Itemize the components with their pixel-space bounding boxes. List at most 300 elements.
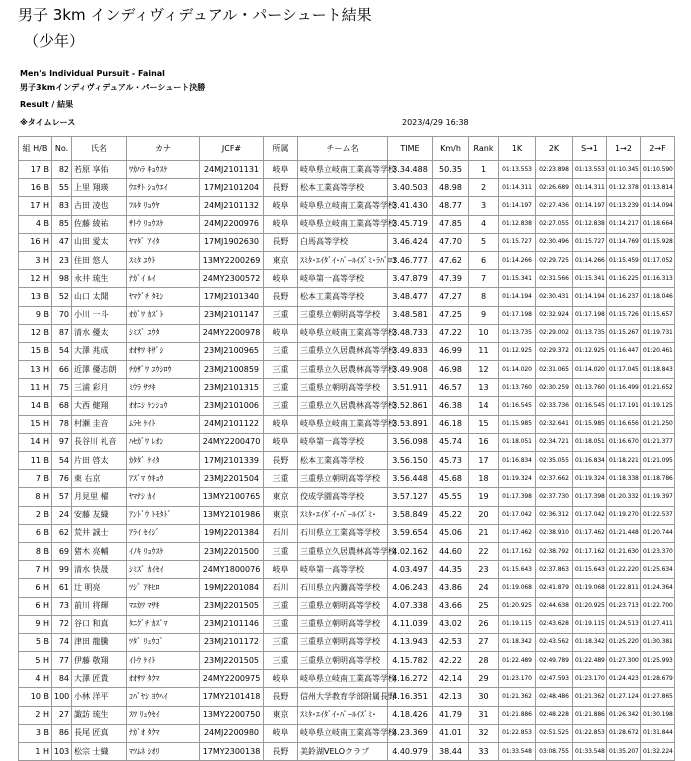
time-cell: 3.48.733	[388, 324, 433, 342]
lap-2f-cell: 01:27.411	[641, 615, 675, 633]
split-1k-cell: 01:15.643	[499, 561, 536, 579]
lap-s1-cell: 01:17.042	[573, 506, 607, 524]
team-cell: 松本工業高等学校	[298, 288, 388, 306]
table-row	[19, 542, 675, 560]
column-header-name: 氏名	[72, 137, 127, 161]
table-row	[19, 652, 675, 670]
lap-2f-cell: 01:14.094	[641, 197, 675, 215]
jcf-cell: 23MJ2201505	[200, 597, 264, 615]
lap-12-cell: 01:10.345	[607, 161, 641, 179]
lap-s1-cell: 01:17.462	[573, 524, 607, 542]
lap-2f-cell: 01:21.095	[641, 452, 675, 470]
split-2k-cell: 02:29.002	[536, 324, 573, 342]
header-row	[19, 137, 675, 161]
column-header-lap-12: 1→2	[607, 137, 641, 161]
affiliation-cell: 岐阜	[264, 415, 298, 433]
time-cell: 4.40.979	[388, 743, 433, 761]
lap-s1-cell: 01:14.194	[573, 288, 607, 306]
speed-cell: 46.99	[433, 342, 469, 360]
number-cell: 74	[52, 633, 72, 651]
split-1k-cell: 01:12.838	[499, 215, 536, 233]
jcf-cell: 13MY2200269	[200, 251, 264, 269]
affiliation-cell: 三重	[264, 633, 298, 651]
speed-cell: 42.22	[433, 652, 469, 670]
lap-2f-cell: 01:24.364	[641, 579, 675, 597]
name-cell: 谷口 和真	[72, 615, 127, 633]
affiliation-cell: 石川	[264, 579, 298, 597]
rank-cell: 3	[469, 197, 499, 215]
jcf-cell: 24MY1800076	[200, 561, 264, 579]
rank-cell: 2	[469, 179, 499, 197]
rank-cell: 32	[469, 724, 499, 742]
split-2k-cell: 02:29.725	[536, 251, 573, 269]
kana-cell: ﾀﾆｸﾞﾁ ｶｽﾞﾏ	[127, 615, 200, 633]
speed-cell: 45.06	[433, 524, 469, 542]
number-cell: 100	[52, 688, 72, 706]
lap-12-cell: 01:16.447	[607, 342, 641, 360]
rank-cell: 7	[469, 270, 499, 288]
jcf-cell: 24MJ2101122	[200, 415, 264, 433]
split-2k-cell: 02:43.562	[536, 633, 573, 651]
affiliation-cell: 岐阜	[264, 161, 298, 179]
rank-cell: 18	[469, 470, 499, 488]
split-1k-cell: 01:19.068	[499, 579, 536, 597]
time-cell: 3.59.654	[388, 524, 433, 542]
kana-cell: ﾂﾀﾞ ﾘｭｳｺﾞ	[127, 633, 200, 651]
lap-s1-cell: 01:17.198	[573, 306, 607, 324]
lap-s1-cell: 01:21.362	[573, 688, 607, 706]
speed-cell: 46.98	[433, 361, 469, 379]
name-cell: 安藤 友織	[72, 506, 127, 524]
split-2k-cell: 02:34.721	[536, 433, 573, 451]
name-cell: 住田 悠人	[72, 251, 127, 269]
kana-cell: ｵｵｻﾜ ﾀｸﾏ	[127, 670, 200, 688]
kana-cell: ｱﾝﾄﾞｳ ﾄﾓﾀﾄﾞ	[127, 506, 200, 524]
split-2k-cell: 02:49.789	[536, 652, 573, 670]
split-1k-cell: 01:13.553	[499, 161, 536, 179]
rank-cell: 25	[469, 597, 499, 615]
name-cell: 津田 龍騰	[72, 633, 127, 651]
split-1k-cell: 01:19.324	[499, 470, 536, 488]
kana-cell: ﾌﾙﾀ ﾘｮｳﾔ	[127, 197, 200, 215]
speed-cell: 45.74	[433, 433, 469, 451]
split-1k-cell: 01:19.115	[499, 615, 536, 633]
lap-12-cell: 01:18.221	[607, 452, 641, 470]
affiliation-cell: 長野	[264, 743, 298, 761]
lap-12-cell: 01:18.338	[607, 470, 641, 488]
split-1k-cell: 01:13.760	[499, 379, 536, 397]
rank-cell: 13	[469, 379, 499, 397]
column-header-split-2k: 2K	[536, 137, 573, 161]
table-row	[19, 251, 675, 269]
kana-cell: ｱﾗｲ ｾｲｼﾞ	[127, 524, 200, 542]
lap-12-cell: 01:19.270	[607, 506, 641, 524]
time-cell: 3.47.879	[388, 270, 433, 288]
heat-cell: 1 H	[19, 743, 52, 761]
time-cell: 3.57.127	[388, 488, 433, 506]
lap-s1-cell: 01:19.068	[573, 579, 607, 597]
lap-12-cell: 01:14.217	[607, 215, 641, 233]
lap-s1-cell: 01:15.727	[573, 233, 607, 251]
split-2k-cell: 02:44.638	[536, 597, 573, 615]
rank-cell: 22	[469, 542, 499, 560]
table-row	[19, 197, 675, 215]
affiliation-cell: 東京	[264, 488, 298, 506]
name-cell: 片田 啓太	[72, 452, 127, 470]
affiliation-cell: 三重	[264, 615, 298, 633]
name-cell: 月見里 櫂	[72, 488, 127, 506]
lap-2f-cell: 01:30.198	[641, 706, 675, 724]
lap-12-cell: 01:16.670	[607, 433, 641, 451]
heat-cell: 4 H	[19, 670, 52, 688]
speed-cell: 47.39	[433, 270, 469, 288]
lap-s1-cell: 01:13.760	[573, 379, 607, 397]
speed-cell: 43.86	[433, 579, 469, 597]
split-2k-cell: 02:41.879	[536, 579, 573, 597]
affiliation-cell: 岐阜	[264, 433, 298, 451]
speed-cell: 47.85	[433, 215, 469, 233]
split-1k-cell: 01:17.162	[499, 542, 536, 560]
kana-cell: ﾅｶﾞｵ ﾀｸﾏ	[127, 724, 200, 742]
time-cell: 3.40.503	[388, 179, 433, 197]
column-header-kana: カナ	[127, 137, 200, 161]
lap-2f-cell: 01:19.397	[641, 488, 675, 506]
speed-cell: 41.01	[433, 724, 469, 742]
lap-s1-cell: 01:15.643	[573, 561, 607, 579]
name-cell: 長尾 匠真	[72, 724, 127, 742]
kana-cell: ｳｴｻﾄ ｼｮｳｴｲ	[127, 179, 200, 197]
speed-cell: 47.22	[433, 324, 469, 342]
lap-12-cell: 01:27.300	[607, 652, 641, 670]
name-cell: 永井 琉生	[72, 270, 127, 288]
rank-cell: 15	[469, 415, 499, 433]
rank-cell: 17	[469, 452, 499, 470]
table-row	[19, 452, 675, 470]
jcf-cell: 19MJ2201384	[200, 524, 264, 542]
rank-cell: 10	[469, 324, 499, 342]
affiliation-cell: 三重	[264, 342, 298, 360]
team-cell: 三重県立朝明高等学校	[298, 633, 388, 651]
split-2k-cell: 02:32.641	[536, 415, 573, 433]
table-row	[19, 615, 675, 633]
kana-cell: ｱｽﾞﾏ ｳｷｮｳ	[127, 470, 200, 488]
kana-cell: ｲﾄｳ ｹｲﾄ	[127, 652, 200, 670]
time-cell: 4.03.497	[388, 561, 433, 579]
lap-s1-cell: 01:19.115	[573, 615, 607, 633]
lap-12-cell: 01:24.423	[607, 670, 641, 688]
lap-s1-cell: 01:13.735	[573, 324, 607, 342]
split-1k-cell: 01:21.362	[499, 688, 536, 706]
jcf-cell: 23MJ2201500	[200, 542, 264, 560]
speed-cell: 41.79	[433, 706, 469, 724]
number-cell: 103	[52, 743, 72, 761]
split-2k-cell: 02:31.566	[536, 270, 573, 288]
split-1k-cell: 01:17.398	[499, 488, 536, 506]
team-cell: 佼成学園高等学校	[298, 488, 388, 506]
heat-cell: 11 B	[19, 452, 52, 470]
number-cell: 82	[52, 161, 72, 179]
kana-cell: ｲﾉｷ ﾘｮｳｽｹ	[127, 542, 200, 560]
split-2k-cell: 02:48.228	[536, 706, 573, 724]
lap-s1-cell: 01:16.545	[573, 397, 607, 415]
heat-cell: 14 H	[19, 433, 52, 451]
lap-s1-cell: 01:14.020	[573, 361, 607, 379]
column-header-speed: Km/h	[433, 137, 469, 161]
lap-2f-cell: 01:15.928	[641, 233, 675, 251]
kana-cell: ｽﾜ ﾘｭｳｾｲ	[127, 706, 200, 724]
split-1k-cell: 01:20.925	[499, 597, 536, 615]
table-row	[19, 415, 675, 433]
affiliation-cell: 東京	[264, 506, 298, 524]
name-cell: 小川 一斗	[72, 306, 127, 324]
speed-cell: 43.02	[433, 615, 469, 633]
rank-cell: 8	[469, 288, 499, 306]
heat-cell: 6 B	[19, 524, 52, 542]
team-cell: 岐阜県立岐南工業高等学校	[298, 197, 388, 215]
split-2k-cell: 02:37.662	[536, 470, 573, 488]
kana-cell: ﾜｶﾊﾗ ｷｮｳｽｹ	[127, 161, 200, 179]
lap-2f-cell: 01:23.370	[641, 542, 675, 560]
column-header-number: No.	[52, 137, 72, 161]
number-cell: 68	[52, 397, 72, 415]
lap-s1-cell: 01:33.548	[573, 743, 607, 761]
number-cell: 76	[52, 470, 72, 488]
kana-cell: ﾔﾏﾅｼ ｶｲ	[127, 488, 200, 506]
jcf-cell: 17MY2101418	[200, 688, 264, 706]
split-2k-cell: 02:43.628	[536, 615, 573, 633]
time-cell: 3.56.448	[388, 470, 433, 488]
number-cell: 70	[52, 306, 72, 324]
heat-cell: 5 H	[19, 652, 52, 670]
split-1k-cell: 01:16.834	[499, 452, 536, 470]
lap-2f-cell: 01:20.744	[641, 524, 675, 542]
rank-cell: 26	[469, 615, 499, 633]
table-row	[19, 433, 675, 451]
heat-cell: 3 B	[19, 724, 52, 742]
table-row	[19, 524, 675, 542]
lap-12-cell: 01:15.267	[607, 324, 641, 342]
time-cell: 4.16.351	[388, 688, 433, 706]
affiliation-cell: 岐阜	[264, 197, 298, 215]
jcf-cell: 24MJ2200976	[200, 215, 264, 233]
split-2k-cell: 02:37.730	[536, 488, 573, 506]
lap-2f-cell: 01:30.381	[641, 633, 675, 651]
heat-cell: 11 H	[19, 379, 52, 397]
split-1k-cell: 01:18.051	[499, 433, 536, 451]
name-cell: 荒井 誠士	[72, 524, 127, 542]
team-cell: 三重県立朝明高等学校	[298, 306, 388, 324]
name-cell: 上里 翔瑛	[72, 179, 127, 197]
split-2k-cell: 02:30.259	[536, 379, 573, 397]
rank-cell: 9	[469, 306, 499, 324]
rank-cell: 23	[469, 561, 499, 579]
split-1k-cell: 01:15.727	[499, 233, 536, 251]
page-title: 男子 3km インディヴィデュアル・パーシュート結果	[18, 6, 372, 24]
name-cell: 大西 健翔	[72, 397, 127, 415]
speed-cell: 42.13	[433, 688, 469, 706]
kana-cell: ﾏﾂﾑﾈ ｼｵﾘ	[127, 743, 200, 761]
table-row	[19, 688, 675, 706]
lap-12-cell: 01:12.378	[607, 179, 641, 197]
jcf-cell: 23MJ2101172	[200, 633, 264, 651]
table-row	[19, 633, 675, 651]
split-2k-cell: 02:37.863	[536, 561, 573, 579]
split-2k-cell: 02:31.065	[536, 361, 573, 379]
affiliation-cell: 岐阜	[264, 270, 298, 288]
split-1k-cell: 01:15.341	[499, 270, 536, 288]
rank-cell: 12	[469, 361, 499, 379]
name-cell: 東 右京	[72, 470, 127, 488]
jcf-cell: 17MJ2101339	[200, 452, 264, 470]
team-cell: 岐阜県立岐南工業高等学校	[298, 161, 388, 179]
number-cell: 27	[52, 706, 72, 724]
lap-2f-cell: 01:17.052	[641, 251, 675, 269]
name-cell: 古田 凌也	[72, 197, 127, 215]
lap-s1-cell: 01:13.553	[573, 161, 607, 179]
team-cell: 岐阜第一高等学校	[298, 433, 388, 451]
rank-cell: 24	[469, 579, 499, 597]
split-2k-cell: 02:27.055	[536, 215, 573, 233]
split-2k-cell: 02:38.792	[536, 542, 573, 560]
time-cell: 4.13.943	[388, 633, 433, 651]
split-2k-cell: 03:08.755	[536, 743, 573, 761]
name-cell: 近澤 優志朗	[72, 361, 127, 379]
jcf-cell: 24MJ2101131	[200, 161, 264, 179]
team-cell: 三重県立朝明高等学校	[298, 379, 388, 397]
lap-s1-cell: 01:16.834	[573, 452, 607, 470]
affiliation-cell: 三重	[264, 379, 298, 397]
jcf-cell: 17MJ2101204	[200, 179, 264, 197]
jcf-cell: 24MY2300572	[200, 270, 264, 288]
affiliation-cell: 三重	[264, 652, 298, 670]
number-cell: 98	[52, 270, 72, 288]
number-cell: 23	[52, 251, 72, 269]
heat-cell: 2 H	[19, 706, 52, 724]
team-cell: 三重県立久居農林高等学校	[298, 342, 388, 360]
jcf-cell: 23MJ2201505	[200, 652, 264, 670]
split-1k-cell: 01:21.886	[499, 706, 536, 724]
lap-s1-cell: 01:17.162	[573, 542, 607, 560]
rank-cell: 19	[469, 488, 499, 506]
table-row	[19, 379, 675, 397]
table-row	[19, 506, 675, 524]
lap-12-cell: 01:27.124	[607, 688, 641, 706]
table-row	[19, 270, 675, 288]
number-cell: 75	[52, 379, 72, 397]
split-2k-cell: 02:23.898	[536, 161, 573, 179]
page-subtitle: （少年）	[24, 32, 85, 50]
number-cell: 77	[52, 652, 72, 670]
affiliation-cell: 岐阜	[264, 670, 298, 688]
speed-cell: 45.22	[433, 506, 469, 524]
split-1k-cell: 01:14.197	[499, 197, 536, 215]
kana-cell: ｺﾊﾞﾔｼ ﾖｳﾍｲ	[127, 688, 200, 706]
speed-cell: 45.68	[433, 470, 469, 488]
affiliation-cell: 三重	[264, 306, 298, 324]
name-cell: 伊藤 敬翔	[72, 652, 127, 670]
name-cell: 大澤 兆成	[72, 342, 127, 360]
rank-cell: 1	[469, 161, 499, 179]
team-cell: 信州大学教育学部附属長野	[298, 688, 388, 706]
column-header-time: TIME	[388, 137, 433, 161]
table-row	[19, 288, 675, 306]
table-row	[19, 324, 675, 342]
heat-cell: 17 H	[19, 197, 52, 215]
table-row	[19, 561, 675, 579]
lap-2f-cell: 01:19.731	[641, 324, 675, 342]
table-row	[19, 470, 675, 488]
lap-12-cell: 01:16.225	[607, 270, 641, 288]
time-cell: 3.48.581	[388, 306, 433, 324]
kana-cell: ﾑﾗｾ ｹｲﾄ	[127, 415, 200, 433]
team-cell: ｽﾐﾀ･ｴｲﾀﾞｲ･ﾊﾟｰﾙｲｽﾞﾐ･	[298, 506, 388, 524]
lap-12-cell: 01:16.499	[607, 379, 641, 397]
time-cell: 4.23.369	[388, 724, 433, 742]
lap-s1-cell: 01:14.311	[573, 179, 607, 197]
team-cell: 岐阜県立岐南工業高等学校	[298, 670, 388, 688]
rank-cell: 11	[469, 342, 499, 360]
lap-s1-cell: 01:14.197	[573, 197, 607, 215]
split-2k-cell: 02:36.312	[536, 506, 573, 524]
lap-12-cell: 01:16.237	[607, 288, 641, 306]
team-cell: 美鈴湖VELOクラブ	[298, 743, 388, 761]
name-cell: 若原 享佑	[72, 161, 127, 179]
column-header-lap-s1: S→1	[573, 137, 607, 161]
affiliation-cell: 東京	[264, 706, 298, 724]
name-cell: 松宗 士織	[72, 743, 127, 761]
kana-cell: ｵｶﾞﾜ ｶｽﾞﾄ	[127, 306, 200, 324]
table-row	[19, 179, 675, 197]
number-cell: 85	[52, 215, 72, 233]
name-cell: 山口 太聞	[72, 288, 127, 306]
speed-cell: 47.27	[433, 288, 469, 306]
lap-12-cell: 01:21.630	[607, 542, 641, 560]
heat-cell: 9 H	[19, 615, 52, 633]
rank-cell: 21	[469, 524, 499, 542]
heat-cell: 9 B	[19, 306, 52, 324]
team-cell: 松本工業高等学校	[298, 179, 388, 197]
number-cell: 54	[52, 452, 72, 470]
time-cell: 4.02.162	[388, 542, 433, 560]
jcf-cell: 17MY2300138	[200, 743, 264, 761]
split-1k-cell: 01:14.020	[499, 361, 536, 379]
split-2k-cell: 02:30.431	[536, 288, 573, 306]
affiliation-cell: 長野	[264, 452, 298, 470]
speed-cell: 47.70	[433, 233, 469, 251]
number-cell: 57	[52, 488, 72, 506]
jcf-cell: 23MJ2101146	[200, 615, 264, 633]
team-cell: 三重県立朝明高等学校	[298, 652, 388, 670]
number-cell: 72	[52, 615, 72, 633]
name-cell: 清水 快晟	[72, 561, 127, 579]
time-cell: 3.46.424	[388, 233, 433, 251]
number-cell: 87	[52, 324, 72, 342]
lap-2f-cell: 01:21.652	[641, 379, 675, 397]
split-2k-cell: 02:27.436	[536, 197, 573, 215]
column-header-affiliation: 所属	[264, 137, 298, 161]
lap-s1-cell: 01:18.342	[573, 633, 607, 651]
lap-12-cell: 01:22.220	[607, 561, 641, 579]
team-cell: 岐阜県立岐南工業高等学校	[298, 324, 388, 342]
time-cell: 3.58.849	[388, 506, 433, 524]
column-header-heat: 組 H/B	[19, 137, 52, 161]
lap-s1-cell: 01:21.886	[573, 706, 607, 724]
lap-12-cell: 01:17.045	[607, 361, 641, 379]
name-cell: 山田 愛太	[72, 233, 127, 251]
affiliation-cell: 三重	[264, 397, 298, 415]
rank-cell: 16	[469, 433, 499, 451]
heat-cell: 4 B	[19, 215, 52, 233]
